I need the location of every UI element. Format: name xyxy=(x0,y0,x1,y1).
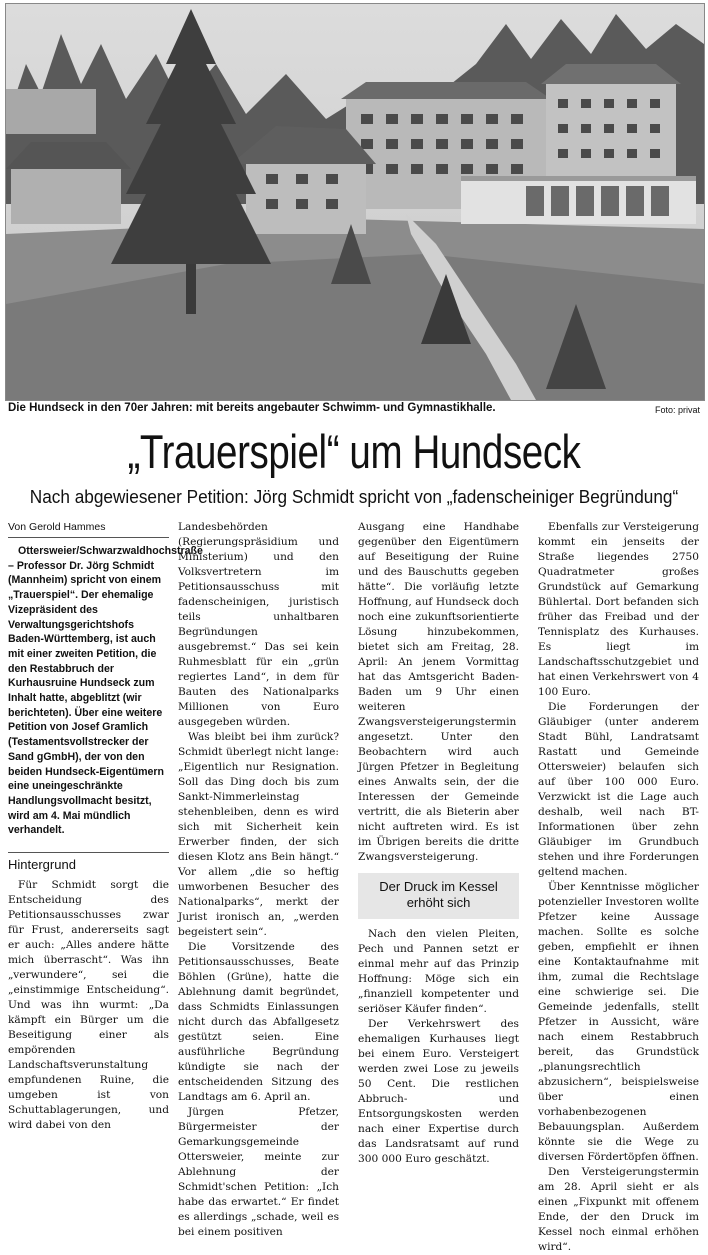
column-4 xyxy=(538,520,699,1255)
column-3 xyxy=(358,520,519,1167)
column-1 xyxy=(8,520,203,1133)
column-2 xyxy=(178,520,339,1240)
section-subtitle: Hintergrund xyxy=(8,852,169,872)
intermediate-heading: Der Druck im Kessel erhöht sich xyxy=(358,873,519,919)
body-paragraph: Ebenfalls zur Versteigerung kommt ein jenseits der Straße liegendes 2750 Quadratmeter großes Grundstück auf Gemarkung Bühlertal. Dort befanden sich früher das Freibad und der Tennisplatz des Kurhauses. Es liegt im Landschaftsschutzgebiet und hat einen Verkehrswert von 4 100 Euro. xyxy=(538,521,699,698)
author-byline: Von Gerold Hammes xyxy=(8,520,169,538)
body-paragraph: Die Vorsitzende des Petitionsausschusses, Beate Böhlen (Grüne), hatte die Ablehnung damit begründet, dass Schmidts Einlassungen nicht durch das Abfallgesetz gestützt seien. Eine ausführliche Begründung kündigte sie nach der entscheidenden Sitzung des Landtags am 6. April an. xyxy=(178,941,339,1103)
article-subhead: Nach abgewiesener Petition: Jörg Schmidt spricht von „fadenscheiniger Begründung“ xyxy=(29,486,679,507)
body-paragraph: Die Forderungen der Gläubiger (unter anderem Stadt Bühl, Landratsamt Rastatt und Gemeinde Ottersweier) belaufen sich auf über 100 000 Euro. Verzwickt ist die Lage auch deshalb, weil nach BT-Informationen über zehn Gläubiger im Grundbuch stehen und ihre Forderungen geltend machen. xyxy=(538,701,699,878)
body-paragraph: Den Versteigerungstermin am 28. April sieht er als einen „Fixpunkt mit offenem Ende, der den Druck im Kessel noch einmal erhöhen wird“. xyxy=(538,1166,699,1253)
hundseck-photo xyxy=(5,3,705,401)
photo-caption: Die Hundseck in den 70er Jahren: mit bereits angebauter Schwimm- und Gymnastikhalle. xyxy=(8,402,496,414)
body-paragraph: Ausgang eine Handhabe gegenüber den Eigentümern auf Beseitigung der Ruine und des Bauschutts gegeben hätte“. Die vorläufig letzte Hoffnung, auf Hundseck doch noch eine zukunftsorientierte Lösung hinzubekommen, bietet sich am Freitag, 28. April: An jenem Vormittag hat das Amtsgericht Baden-Baden um 9 Uhr einen weiteren Zwangsversteigerungstermin angesetzt. Unter den Beobachtern wird auch Jürgen Pfetzer in Begleitung eines Anwalts sein, der die Interessen der Gemeinde vertritt, die als Bieterin aber nicht auftreten wird. Es ist im Übrigen bereits die dritte Zwangsversteigerung. xyxy=(358,521,519,863)
body-paragraph: Für Schmidt sorgt die Entscheidung des Petitionsausschusses zwar für Frust, andererseits sagt er auch: „Alles andere hätte mich überrascht“. Was ihn „verwundere“, sei die „einstimmige Entscheidung“. Und was ihn wurmt: „Da kämpft ein Bürger um die Beseitigung einer als empörenden Landschaftsverunstaltung empfundenen Ruine, die umgeben ist von Schuttablagerungen, und wird dabei von den xyxy=(8,879,169,1132)
landscape-image xyxy=(6,4,704,400)
body-paragraph: Landesbehörden (Regierungspräsidium und Ministerium) und den Volksvertretern im Petitionsausschuss mit fadenscheinigen, juristisch teils unhaltbaren Begründungen ausgebremst.“ Das sei kein Ruhmesblatt für ein „grün regiertes Land“, in dem für Bauten des Nationalparks Millionen von Euro ausgegeben würden. xyxy=(178,521,339,728)
body-paragraph: Über Kenntnisse möglicher potenzieller Investoren wollte Pfetzer keine Aussage machen. Sollte es solche geben, empfiehlt er ihnen eine Kontaktaufnahme mit ihm, zumal die Rechtslage eine schwierige sei. Die Gemeinde jedenfalls, stellt Pfetzer in Aussicht, wäre nach einem Restabbruch bereit, das Grundstück „planungsrechtlich abzusichern“, beispielsweise über einen vorhabenbezogenen Bebauungsplan. Außerdem könnte sie die Wege zu diversen Fördertöpfen öffnen. xyxy=(538,881,699,1163)
photo-credit: Foto: privat xyxy=(654,405,700,415)
lead-paragraph: Ottersweier/Schwarzwaldhochstraße – Professor Dr. Jörg Schmidt (Mannheim) spricht von einem „Trauerspiel“. Der ehemalige Vizepräsident des Verwaltungsgerichtshofs Baden-Württemberg, ist auch mit einer zweiten Petition, die den Restabbruch der Kurhausruine Hundseck zum Inhalt hatte, abgeblitzt (wir berichteten). Über eine weitere Petition von Josef Gramlich (Testamentsvollstrecker der Sand gGmbH), der von den beiden Hundseck-Eigentümern eine uneingeschränkte Handlungsvollmacht besitzt, wird am 4. Mai mündlich verhandelt. xyxy=(8,545,203,837)
body-paragraph: Der Verkehrswert des ehemaligen Kurhauses liegt bei einem Euro. Versteigert werden zwei Lose zu jeweils 50 Cent. Die restlichen Abbruch- und Entsorgungskosten werden nach einer Expertise durch das Landsratsamt auf rund 300 000 Euro geschätzt. xyxy=(358,1018,519,1165)
body-paragraph: Was bleibt bei ihm zurück? Schmidt überlegt nicht lange: „Eigentlich nur Resignation. Soll das Ding doch bis zum Sankt-Nimmerleinstag stehenbleiben, denn es wird sich mit Sicherheit kein Erwerber finden, der sich diesen Klotz ans Bein hängt.“ Vor allem „die so heftig umworbenen Besucher des Nationalparks“, merkt der Jurist ironisch an, „werden begeistert sein“. xyxy=(178,731,339,938)
body-paragraph: Nach den vielen Pleiten, Pech und Pannen setzt er einmal mehr auf das Prinzip Hoffnung: Möge sich ein „finanziell kompetenter und seriöser Käufer finden“. xyxy=(358,928,519,1015)
article-headline: „Trauerspiel“ um Hundseck xyxy=(127,425,581,478)
body-paragraph: Jürgen Pfetzer, Bürgermeister der Gemarkungsgemeinde Ottersweier, meinte zur Ablehnung der Schmidt'schen Petition: „Ich habe das erwartet.“ Er findet es allerdings „schade, weil es bei einem positiven xyxy=(178,1106,339,1238)
